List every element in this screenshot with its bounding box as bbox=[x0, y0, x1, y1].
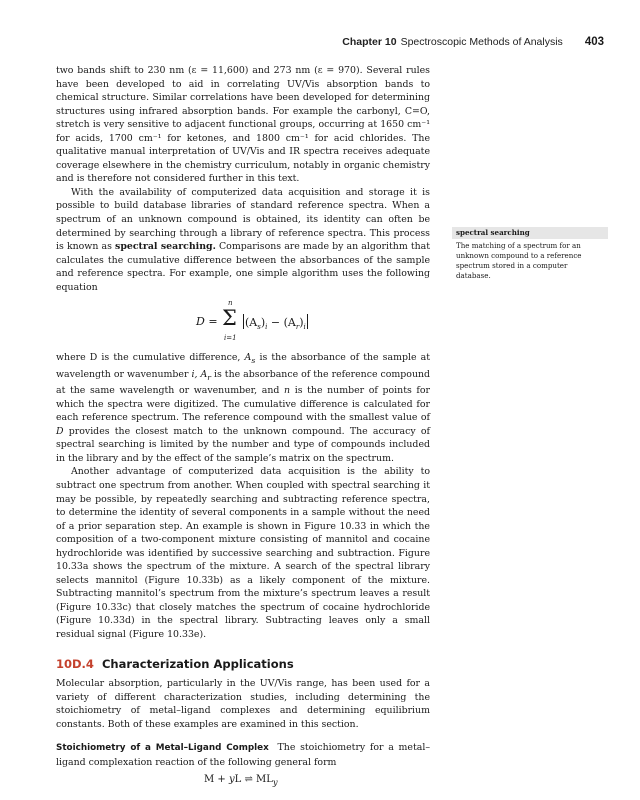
paragraph-3: where D is the cumulative difference, $A_s$ is the absorbance of the sample at wavelength or wavenumber i, $A_r$ is the absorbance of the reference compound at the same wavelength or wavenumber, and n is the number of points for which the spectra were digitized. The cumulative difference is calculated for each reference spectrum. The reference compound with the smallest value of D provides the closest match to the unknown compound. The accuracy of spectral searching is limited by the number and type of compounds included in the library and by the effect of the sample’s matrix on the spectrum. bbox=[56, 352, 431, 464]
key-term-spectral-searching: spectral searching. bbox=[115, 241, 216, 253]
chapter-title: Spectroscopic Methods of Analysis bbox=[400, 36, 563, 48]
margin-definition: The matching of a spectrum for an unknown compound to a reference spectrum stored in a computer database. bbox=[456, 241, 582, 280]
paragraph-6: Stoichiometry of a Metal–Ligand Complex The stoichiometry for a metal–ligand complexation reaction of the following general form bbox=[56, 742, 431, 768]
equation-lhs: D = bbox=[196, 315, 218, 329]
paragraph-1: two bands shift to 230 nm (ε = 11,600) and 273 nm (ε = 970). Several rules have been developed to aid in correlating UV/Vis absorption bands to chemical structure. Similar correlations have been developed for determining structures using infrared absorption bands. For example the carbonyl, C=O, stretch is very sensitive to adjacent functional groups, occurring at 1650 cm⁻¹ for acids, 1700 cm⁻¹ for ketones, and 1800 cm⁻¹ for acid chlorides. The qualitative manual interpretation of UV/Vis and IR spectra receives adequate coverage elsewhere in the chemistry curriculum, notably in organic chemistry and is therefore not considered further in this text. bbox=[56, 65, 430, 185]
section-number: 10D.4 bbox=[56, 656, 94, 671]
running-header bbox=[56, 36, 604, 52]
page-number: 403 bbox=[584, 36, 604, 48]
main-text-column bbox=[56, 64, 430, 790]
complexation-reaction: M + yL ⇌ $ML_y$ bbox=[204, 774, 278, 788]
paragraph-5: Molecular absorption, particularly in the UV/Vis range, has been used for a variety of different characterization studies, including determining the stoichiometry of metal–ligand complexes and determining equilibrium constants. Both of these examples are examined in this section. bbox=[56, 678, 430, 730]
sum-upper-limit: n bbox=[228, 299, 233, 308]
equation-terms: $(A_s)_i - (A_r)_i$ bbox=[245, 316, 306, 332]
paragraph-4: Another advantage of computerized data acquisition is the ability to subtract one spectrum from another. When coupled with spectral searching it may be possible, by repeatedly searching and subtracting reference spectra, to determine the identity of several components in a sample without the need of a prior separation step. An example is shown in Figure 10.33 in which the composition of a two-component mixture consisting of mannitol and cocaine hydrochloride was identified by successive searching and subtraction. Figure 10.33a shows the spectrum of the mixture. A search of the spectral library selects mannitol (Figure 10.33b) as a likely component of the mixture. Subtracting mannitol’s spectrum from the mixture’s spectrum leaves a result (Figure 10.33c) that closely matches the spectrum of cocaine hydrochloride (Figure 10.33d) in the spectral library. Subtracting leaves only a small residual signal (Figure 10.33e). bbox=[56, 466, 430, 640]
sum-lower-limit: i=1 bbox=[224, 334, 237, 343]
margin-glossary-note bbox=[452, 227, 608, 281]
cumulative-difference-equation bbox=[56, 297, 430, 349]
section-heading bbox=[56, 658, 430, 672]
section-title: Characterization Applications bbox=[101, 656, 294, 671]
chapter-label: Chapter 10 bbox=[342, 36, 397, 48]
margin-term: spectral searching bbox=[452, 227, 608, 239]
summation-symbol: Σ bbox=[222, 306, 237, 331]
run-in-heading: Stoichiometry of a Metal–Ligand Complex bbox=[56, 743, 269, 754]
paragraph-2: With the availability of computerized data acquisition and storage it is possible to build database libraries of standard reference spectra. When a spectrum of an unknown compound is obtained, its identity can often be determined by searching through a library of reference spectra. This process is known as spectral searching. Comparisons are made by an algorithm that calculates the cumulative difference between the absorbances of the sample and reference spectra. For example, one simple algorithm uses the following equation bbox=[56, 186, 431, 293]
